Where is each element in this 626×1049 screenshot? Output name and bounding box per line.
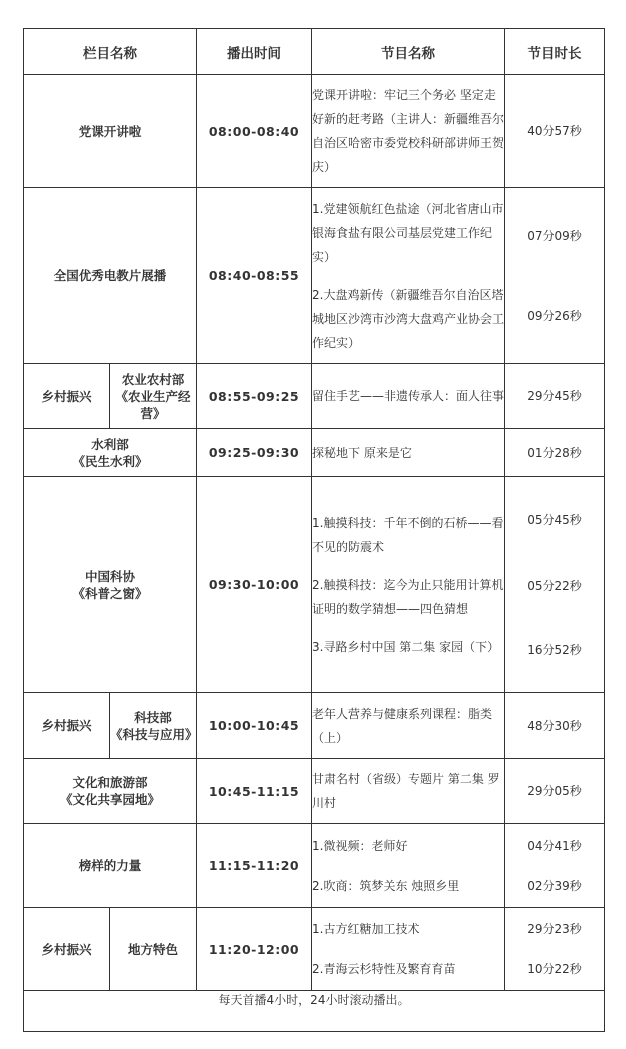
- column-line: 《文化共享园地》: [59, 792, 160, 807]
- broadcast-time: 10:00-10:45: [197, 693, 312, 759]
- column-sub-line: 《科技与应用》: [110, 726, 198, 742]
- program-name: [312, 364, 505, 429]
- program-name: [312, 188, 505, 364]
- header-program-name: 节目名称: [312, 29, 505, 75]
- broadcast-time: 08:55-09:25: [197, 364, 312, 429]
- column-line: 文化和旅游部: [72, 775, 148, 790]
- program-item: 留住手艺——非遗传承人：面人往事: [312, 389, 505, 403]
- duration-item: 29分23秒: [527, 922, 582, 936]
- header-broadcast-time: 播出时间: [197, 29, 312, 75]
- footer-note: 每天首播4小时，24小时滚动播出。: [24, 991, 605, 1032]
- column-line: 中国科协: [84, 568, 135, 584]
- column-name: [24, 477, 197, 693]
- broadcast-time: 10:45-11:15: [197, 759, 312, 824]
- footer-row: [24, 991, 605, 1032]
- table-row: [24, 908, 605, 991]
- duration-item: 05分22秒: [527, 578, 582, 593]
- program-name: [312, 693, 505, 759]
- column-sub-line: 《农业生产经营》: [115, 388, 191, 421]
- program-item: 1.微视频：老师好: [312, 838, 408, 853]
- table-row: [24, 693, 605, 759]
- duration: 01分28秒: [505, 429, 605, 477]
- program-name: [312, 75, 505, 188]
- table-row: [24, 824, 605, 908]
- program-name: [312, 429, 505, 477]
- duration-item: 16分52秒: [527, 642, 582, 657]
- duration: 29分05秒: [505, 759, 605, 824]
- program-item: 党课开讲啦：牢记三个务必 坚定走好新的赶考路（主讲人：新疆维吾尔自治区哈密市委党校科研部讲师王贺庆）: [312, 88, 505, 174]
- program-item: 2.触摸科技：迄今为止只能用计算机证明的数学猜想——四色猜想: [312, 577, 504, 616]
- column-name: 党课开讲啦: [24, 75, 197, 188]
- duration-item: 02分39秒: [527, 878, 582, 893]
- program-item: 1.触摸科技：千年不倒的石桥——看不见的防震术: [312, 515, 504, 554]
- program-item: 2.青海云杉特性及繁育育苗: [312, 962, 456, 976]
- broadcast-time: 11:15-11:20: [197, 824, 312, 908]
- duration-item: 04分41秒: [527, 838, 582, 853]
- column-name: [24, 759, 197, 824]
- column-sub-line: 农业农村部: [121, 371, 185, 387]
- table-row: [24, 759, 605, 824]
- program-name: [312, 824, 505, 908]
- duration: [505, 908, 605, 991]
- duration: [505, 824, 605, 908]
- header-column-name: 栏目名称: [24, 29, 197, 75]
- duration: 29分45秒: [505, 364, 605, 429]
- program-name: [312, 477, 505, 693]
- program-item: 1.党建领航红色盐途（河北省唐山市银海食盐有限公司基层党建工作纪实）: [312, 201, 504, 264]
- broadcast-time: 08:00-08:40: [197, 75, 312, 188]
- duration-item: 10分22秒: [527, 962, 582, 976]
- duration-item: 09分26秒: [527, 308, 582, 323]
- duration-item: 07分09秒: [527, 228, 582, 243]
- schedule-table: [23, 28, 605, 1032]
- column-name-main: 乡村振兴: [24, 908, 110, 991]
- table-row: [24, 75, 605, 188]
- column-name-sub: [110, 693, 197, 759]
- program-item: 甘肃名村（省级）专题片 第二集 罗川村: [312, 772, 500, 810]
- duration-item: 05分45秒: [527, 512, 582, 527]
- duration: [505, 477, 605, 693]
- header-row: [24, 29, 605, 75]
- program-item: 老年人营养与健康系列课程：脂类（上）: [312, 706, 493, 745]
- duration: [505, 188, 605, 364]
- table-row: [24, 364, 605, 429]
- column-name-sub: [110, 364, 197, 429]
- column-name: [24, 429, 197, 477]
- program-item: 1.古方红糖加工技术: [312, 922, 420, 936]
- table-row: [24, 188, 605, 364]
- column-name-sub: 地方特色: [110, 908, 197, 991]
- header-duration: 节目时长: [505, 29, 605, 75]
- column-line: 《科普之窗》: [72, 585, 148, 601]
- table-row: [24, 429, 605, 477]
- duration: 40分57秒: [505, 75, 605, 188]
- table-row: [24, 477, 605, 693]
- program-name: [312, 759, 505, 824]
- broadcast-time: 08:40-08:55: [197, 188, 312, 364]
- column-sub-line: 科技部: [134, 709, 172, 725]
- program-item: 3.寻路乡村中国 第二集 家园（下）: [312, 639, 500, 654]
- column-name: 全国优秀电教片展播: [24, 188, 197, 364]
- column-name: 榜样的力量: [24, 824, 197, 908]
- program-name: [312, 908, 505, 991]
- program-item: 2.吹商：筑梦关东 烛照乡里: [312, 878, 460, 893]
- column-line: 《民生水利》: [72, 453, 148, 469]
- program-item: 探秘地下 原来是它: [312, 445, 412, 460]
- column-line: 水利部: [91, 436, 129, 452]
- duration: 48分30秒: [505, 693, 605, 759]
- broadcast-time: 09:30-10:00: [197, 477, 312, 693]
- broadcast-time: 09:25-09:30: [197, 429, 312, 477]
- broadcast-time: 11:20-12:00: [197, 908, 312, 991]
- program-item: 2.大盘鸡新传（新疆维吾尔自治区塔城地区沙湾市沙湾大盘鸡产业协会工作纪实）: [312, 287, 505, 350]
- column-name-main: 乡村振兴: [24, 693, 110, 759]
- column-name-main: 乡村振兴: [24, 364, 110, 429]
